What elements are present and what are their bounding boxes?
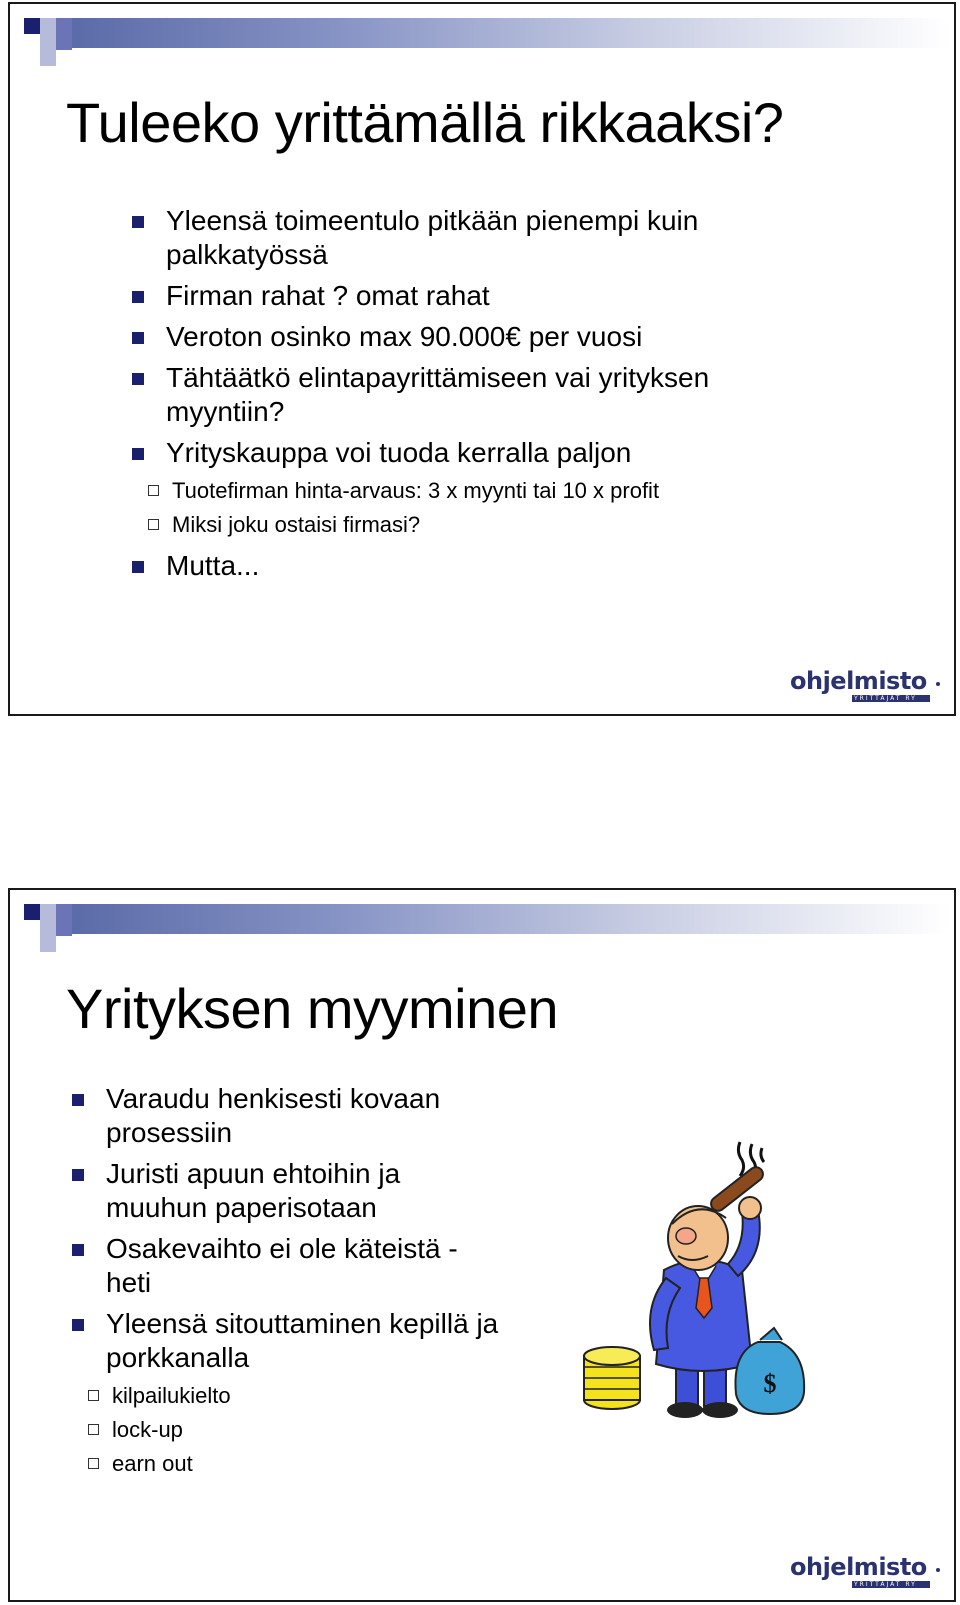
bullet-list bbox=[132, 204, 832, 590]
list-item bbox=[132, 361, 832, 429]
logo-wordmark: ohjelmisto bbox=[790, 1553, 927, 1581]
coin-stack-icon bbox=[584, 1347, 640, 1409]
list-item bbox=[132, 549, 832, 583]
smoke-icon bbox=[761, 1148, 764, 1162]
logo-tagline: YRITTÄJÄT RY bbox=[854, 695, 917, 702]
hollow-square-bullet-icon bbox=[88, 1424, 99, 1435]
logo-dot bbox=[936, 1568, 940, 1572]
ohjelmisto-logo bbox=[790, 668, 940, 704]
bullet-text: Veroton osinko max 90.000€ per vuosi bbox=[166, 321, 643, 352]
list-item bbox=[72, 1307, 502, 1481]
list-item bbox=[132, 204, 832, 272]
list-item bbox=[72, 1082, 502, 1150]
slide-title: Yrityksen myyminen bbox=[66, 977, 559, 1040]
square-bullet-icon bbox=[72, 1169, 84, 1181]
list-item bbox=[132, 436, 832, 542]
sub-bullet-text: kilpailukielto bbox=[112, 1383, 231, 1408]
slide-2 bbox=[8, 888, 956, 1602]
bullet-text: Yleensä sitouttaminen kepillä ja porkkanalla bbox=[106, 1308, 499, 1373]
bullet-text: Yleensä toimeentulo pitkään pienempi kuin palkkatyössä bbox=[166, 205, 699, 270]
list-item bbox=[72, 1157, 502, 1225]
header-square bbox=[40, 50, 56, 66]
sub-bullet-list bbox=[106, 1379, 502, 1481]
sub-bullet-text: earn out bbox=[112, 1451, 193, 1476]
square-bullet-icon bbox=[132, 373, 144, 385]
bullet-text: Tähtäätkö elintapayrittämiseen vai yrityksen myyntiin? bbox=[166, 362, 710, 427]
sub-bullet-text: Tuotefirman hinta-arvaus: 3 x myynti tai 10 x profit bbox=[172, 478, 660, 503]
square-bullet-icon bbox=[132, 291, 144, 303]
hollow-square-bullet-icon bbox=[148, 519, 159, 530]
logo-tagline: YRITTÄJÄT RY bbox=[854, 1581, 917, 1588]
sub-list-item bbox=[72, 1447, 502, 1481]
bullet-list bbox=[72, 1082, 502, 1488]
square-bullet-icon bbox=[132, 216, 144, 228]
list-item bbox=[132, 320, 832, 354]
square-bullet-icon bbox=[132, 448, 144, 460]
sub-bullet-text: lock-up bbox=[112, 1417, 183, 1442]
header-gradient-bar bbox=[70, 904, 950, 934]
bullet-text: Mutta... bbox=[166, 550, 260, 581]
header-square bbox=[56, 920, 72, 936]
sub-list-item bbox=[132, 508, 832, 542]
square-bullet-icon bbox=[132, 332, 144, 344]
header-square bbox=[56, 904, 72, 920]
logo-wordmark: ohjelmisto bbox=[790, 667, 927, 695]
hollow-square-bullet-icon bbox=[148, 485, 159, 496]
sub-list-item bbox=[72, 1413, 502, 1447]
hollow-square-bullet-icon bbox=[88, 1458, 99, 1469]
sub-list-item bbox=[72, 1379, 502, 1413]
slide-title: Tuleeko yrittämällä rikkaaksi? bbox=[66, 91, 784, 154]
ohjelmisto-logo bbox=[790, 1554, 940, 1590]
sub-list-item bbox=[132, 474, 832, 508]
smoke-icon bbox=[738, 1142, 743, 1176]
list-item bbox=[72, 1232, 502, 1300]
header-square bbox=[56, 18, 72, 34]
square-bullet-icon bbox=[72, 1094, 84, 1106]
header-square bbox=[56, 34, 72, 50]
header-square bbox=[40, 34, 56, 50]
bullet-text: Juristi apuun ehtoihin ja muuhun paperisotaan bbox=[106, 1158, 401, 1223]
header-square bbox=[40, 936, 56, 952]
hollow-square-bullet-icon bbox=[88, 1390, 99, 1401]
header-square bbox=[40, 920, 56, 936]
list-item bbox=[132, 279, 832, 313]
square-bullet-icon bbox=[72, 1319, 84, 1331]
dollar-sign: $ bbox=[763, 1369, 777, 1398]
bullet-text: Varaudu henkisesti kovaan prosessiin bbox=[106, 1083, 441, 1148]
bullet-text: Osakevaihto ei ole käteistä - heti bbox=[106, 1233, 458, 1298]
slide-1 bbox=[8, 2, 956, 716]
bullet-text: Yrityskauppa voi tuoda kerralla paljon bbox=[166, 437, 632, 468]
square-bullet-icon bbox=[132, 561, 144, 573]
sub-bullet-text: Miksi joku ostaisi firmasi? bbox=[172, 512, 421, 537]
bullet-text: Firman rahat ? omat rahat bbox=[166, 280, 490, 311]
rich-businessman-illustration bbox=[580, 1130, 810, 1430]
header-square bbox=[24, 904, 40, 920]
header-square bbox=[40, 18, 56, 34]
square-bullet-icon bbox=[72, 1244, 84, 1256]
sub-bullet-list bbox=[166, 474, 832, 542]
logo-dot bbox=[936, 682, 940, 686]
header-gradient-bar bbox=[70, 18, 950, 48]
header-square bbox=[24, 18, 40, 34]
header-square bbox=[40, 904, 56, 920]
